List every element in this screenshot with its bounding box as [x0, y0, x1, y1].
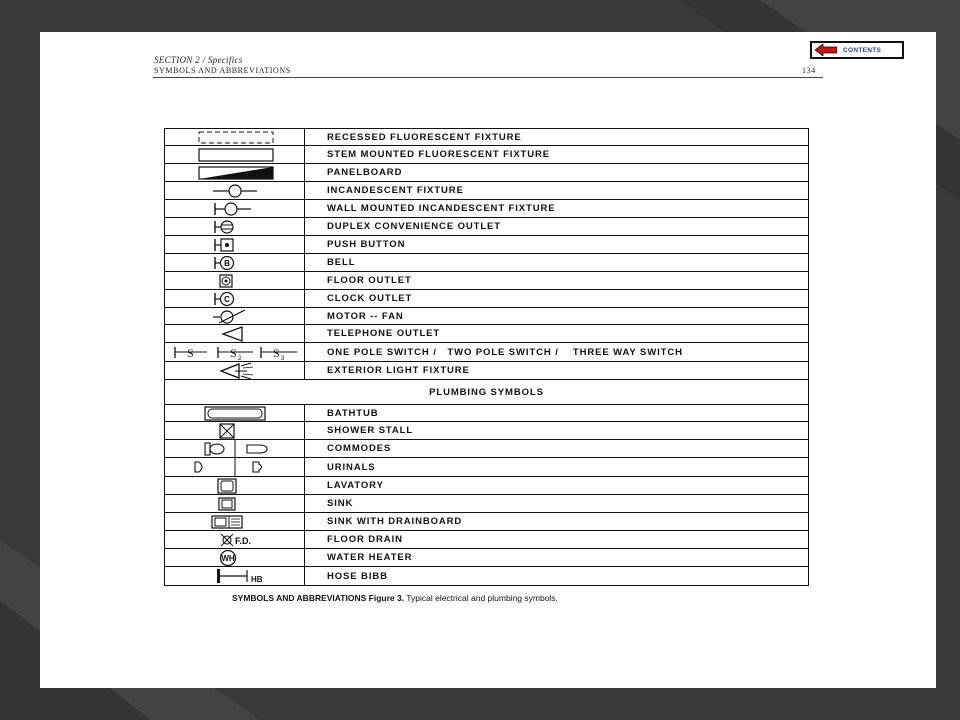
- table-row: [165, 405, 808, 422]
- table-row: [165, 129, 808, 146]
- clock-letter: C: [224, 295, 230, 304]
- table-row: [165, 513, 808, 531]
- lavatory-icon: [165, 477, 305, 494]
- sink-drainboard-icon: [165, 513, 305, 530]
- floor-drain-icon: [165, 531, 305, 548]
- water-heater-icon: [165, 549, 305, 566]
- exterior-light-icon: [165, 362, 305, 379]
- section-header-row: [165, 380, 808, 405]
- stem-fluorescent-icon: [165, 146, 305, 163]
- table-row: [165, 343, 808, 362]
- table-row: [165, 362, 808, 380]
- bell-letter: B: [224, 259, 230, 268]
- motor-fan-icon: [165, 308, 305, 324]
- telephone-outlet-icon: [165, 325, 305, 342]
- table-row: [165, 477, 808, 495]
- symbol-label: SINK WITH DRAINBOARD: [327, 516, 463, 527]
- bathtub-icon: [165, 405, 305, 421]
- symbol-label: TELEPHONE OUTLET: [327, 328, 441, 339]
- urinals-icon: [165, 458, 305, 476]
- symbol-label: INCANDESCENT FIXTURE: [327, 185, 464, 196]
- table-row: [165, 531, 808, 549]
- symbols-table: [164, 128, 809, 586]
- symbol-label: SINK: [327, 498, 354, 509]
- floor-outlet-icon: [165, 272, 305, 289]
- table-row: [165, 254, 808, 272]
- symbol-label: WALL MOUNTED INCANDESCENT FIXTURE: [327, 203, 556, 214]
- table-row: [165, 182, 808, 200]
- recessed-fluorescent-icon: [165, 129, 305, 145]
- section-label: SECTION 2 / Specifics: [154, 55, 243, 65]
- figure-caption: [232, 593, 558, 603]
- table-row: [165, 549, 808, 567]
- push-button-icon: [165, 236, 305, 253]
- clock-outlet-icon: [165, 290, 305, 307]
- table-row: [165, 308, 808, 325]
- wall-incandescent-icon: [165, 200, 305, 217]
- table-row: [165, 567, 808, 585]
- table-row: [165, 495, 808, 513]
- page-title: SYMBOLS AND ABBREVIATIONS: [154, 66, 291, 75]
- table-row: [165, 218, 808, 236]
- symbol-label: STEM MOUNTED FLUORESCENT FIXTURE: [327, 149, 551, 160]
- switch-one-letter: S: [187, 346, 194, 360]
- table-row: [165, 458, 808, 477]
- symbol-label: BATHTUB: [327, 407, 379, 419]
- table-row: [165, 236, 808, 254]
- table-row: [165, 200, 808, 218]
- switch-three-subscript: 3: [281, 356, 285, 362]
- symbol-label: URINALS: [327, 461, 376, 473]
- page-number: 134: [802, 66, 816, 75]
- symbol-label: FLOOR DRAIN: [327, 534, 403, 545]
- table-row: [165, 325, 808, 343]
- hose-bibb-text: HB: [251, 575, 263, 584]
- table-row: [165, 422, 808, 440]
- document-page: [40, 32, 936, 688]
- panelboard-icon: [165, 164, 305, 181]
- water-heater-text: WH: [221, 554, 235, 563]
- commodes-icon: [165, 440, 305, 457]
- plumbing-section-header: PLUMBING SYMBOLS: [429, 386, 544, 398]
- symbol-label: ONE POLE SWITCH / TWO POLE SWITCH / THREE WAY SWITCH: [327, 346, 683, 358]
- caption-bold: SYMBOLS AND ABBREVIATIONS Figure 3.: [232, 593, 405, 603]
- shower-stall-icon: [165, 422, 305, 439]
- symbol-label: WATER HEATER: [327, 552, 413, 563]
- table-row: [165, 440, 808, 458]
- contents-button-label: CONTENTS: [843, 46, 882, 54]
- header-rule: [153, 77, 823, 78]
- bell-icon: [165, 254, 305, 271]
- hose-bibb-icon: [165, 567, 305, 585]
- symbol-label: RECESSED FLUORESCENT FIXTURE: [327, 131, 522, 143]
- symbol-label: LAVATORY: [327, 480, 384, 491]
- switch-two-letter: S: [230, 346, 237, 360]
- symbol-label: COMMODES: [327, 443, 392, 454]
- symbol-label: MOTOR -- FAN: [327, 310, 404, 322]
- symbol-label: FLOOR OUTLET: [327, 275, 412, 286]
- table-row: [165, 146, 808, 164]
- symbol-label: DUPLEX CONVENIENCE OUTLET: [327, 221, 501, 232]
- incandescent-icon: [165, 182, 305, 199]
- symbol-label: SHOWER STALL: [327, 425, 414, 436]
- contents-button[interactable]: [810, 41, 904, 59]
- symbol-label: PUSH BUTTON: [327, 239, 406, 250]
- switches-icon: [165, 343, 305, 361]
- symbol-label: PANELBOARD: [327, 167, 403, 178]
- duplex-outlet-icon: [165, 218, 305, 235]
- switch-three-letter: S: [273, 346, 280, 360]
- caption-text: Typical electrical and plumbing symbols.: [404, 593, 558, 603]
- table-row: [165, 164, 808, 182]
- symbol-label: BELL: [327, 257, 356, 268]
- back-arrow-icon: [815, 44, 837, 56]
- table-row: [165, 290, 808, 308]
- symbol-label: HOSE BIBB: [327, 570, 388, 582]
- symbol-label: EXTERIOR LIGHT FIXTURE: [327, 365, 470, 376]
- sink-icon: [165, 495, 305, 512]
- table-row: [165, 272, 808, 290]
- symbol-label: CLOCK OUTLET: [327, 293, 413, 304]
- switch-two-subscript: 2: [238, 356, 242, 362]
- floor-drain-text: F.D.: [235, 536, 252, 546]
